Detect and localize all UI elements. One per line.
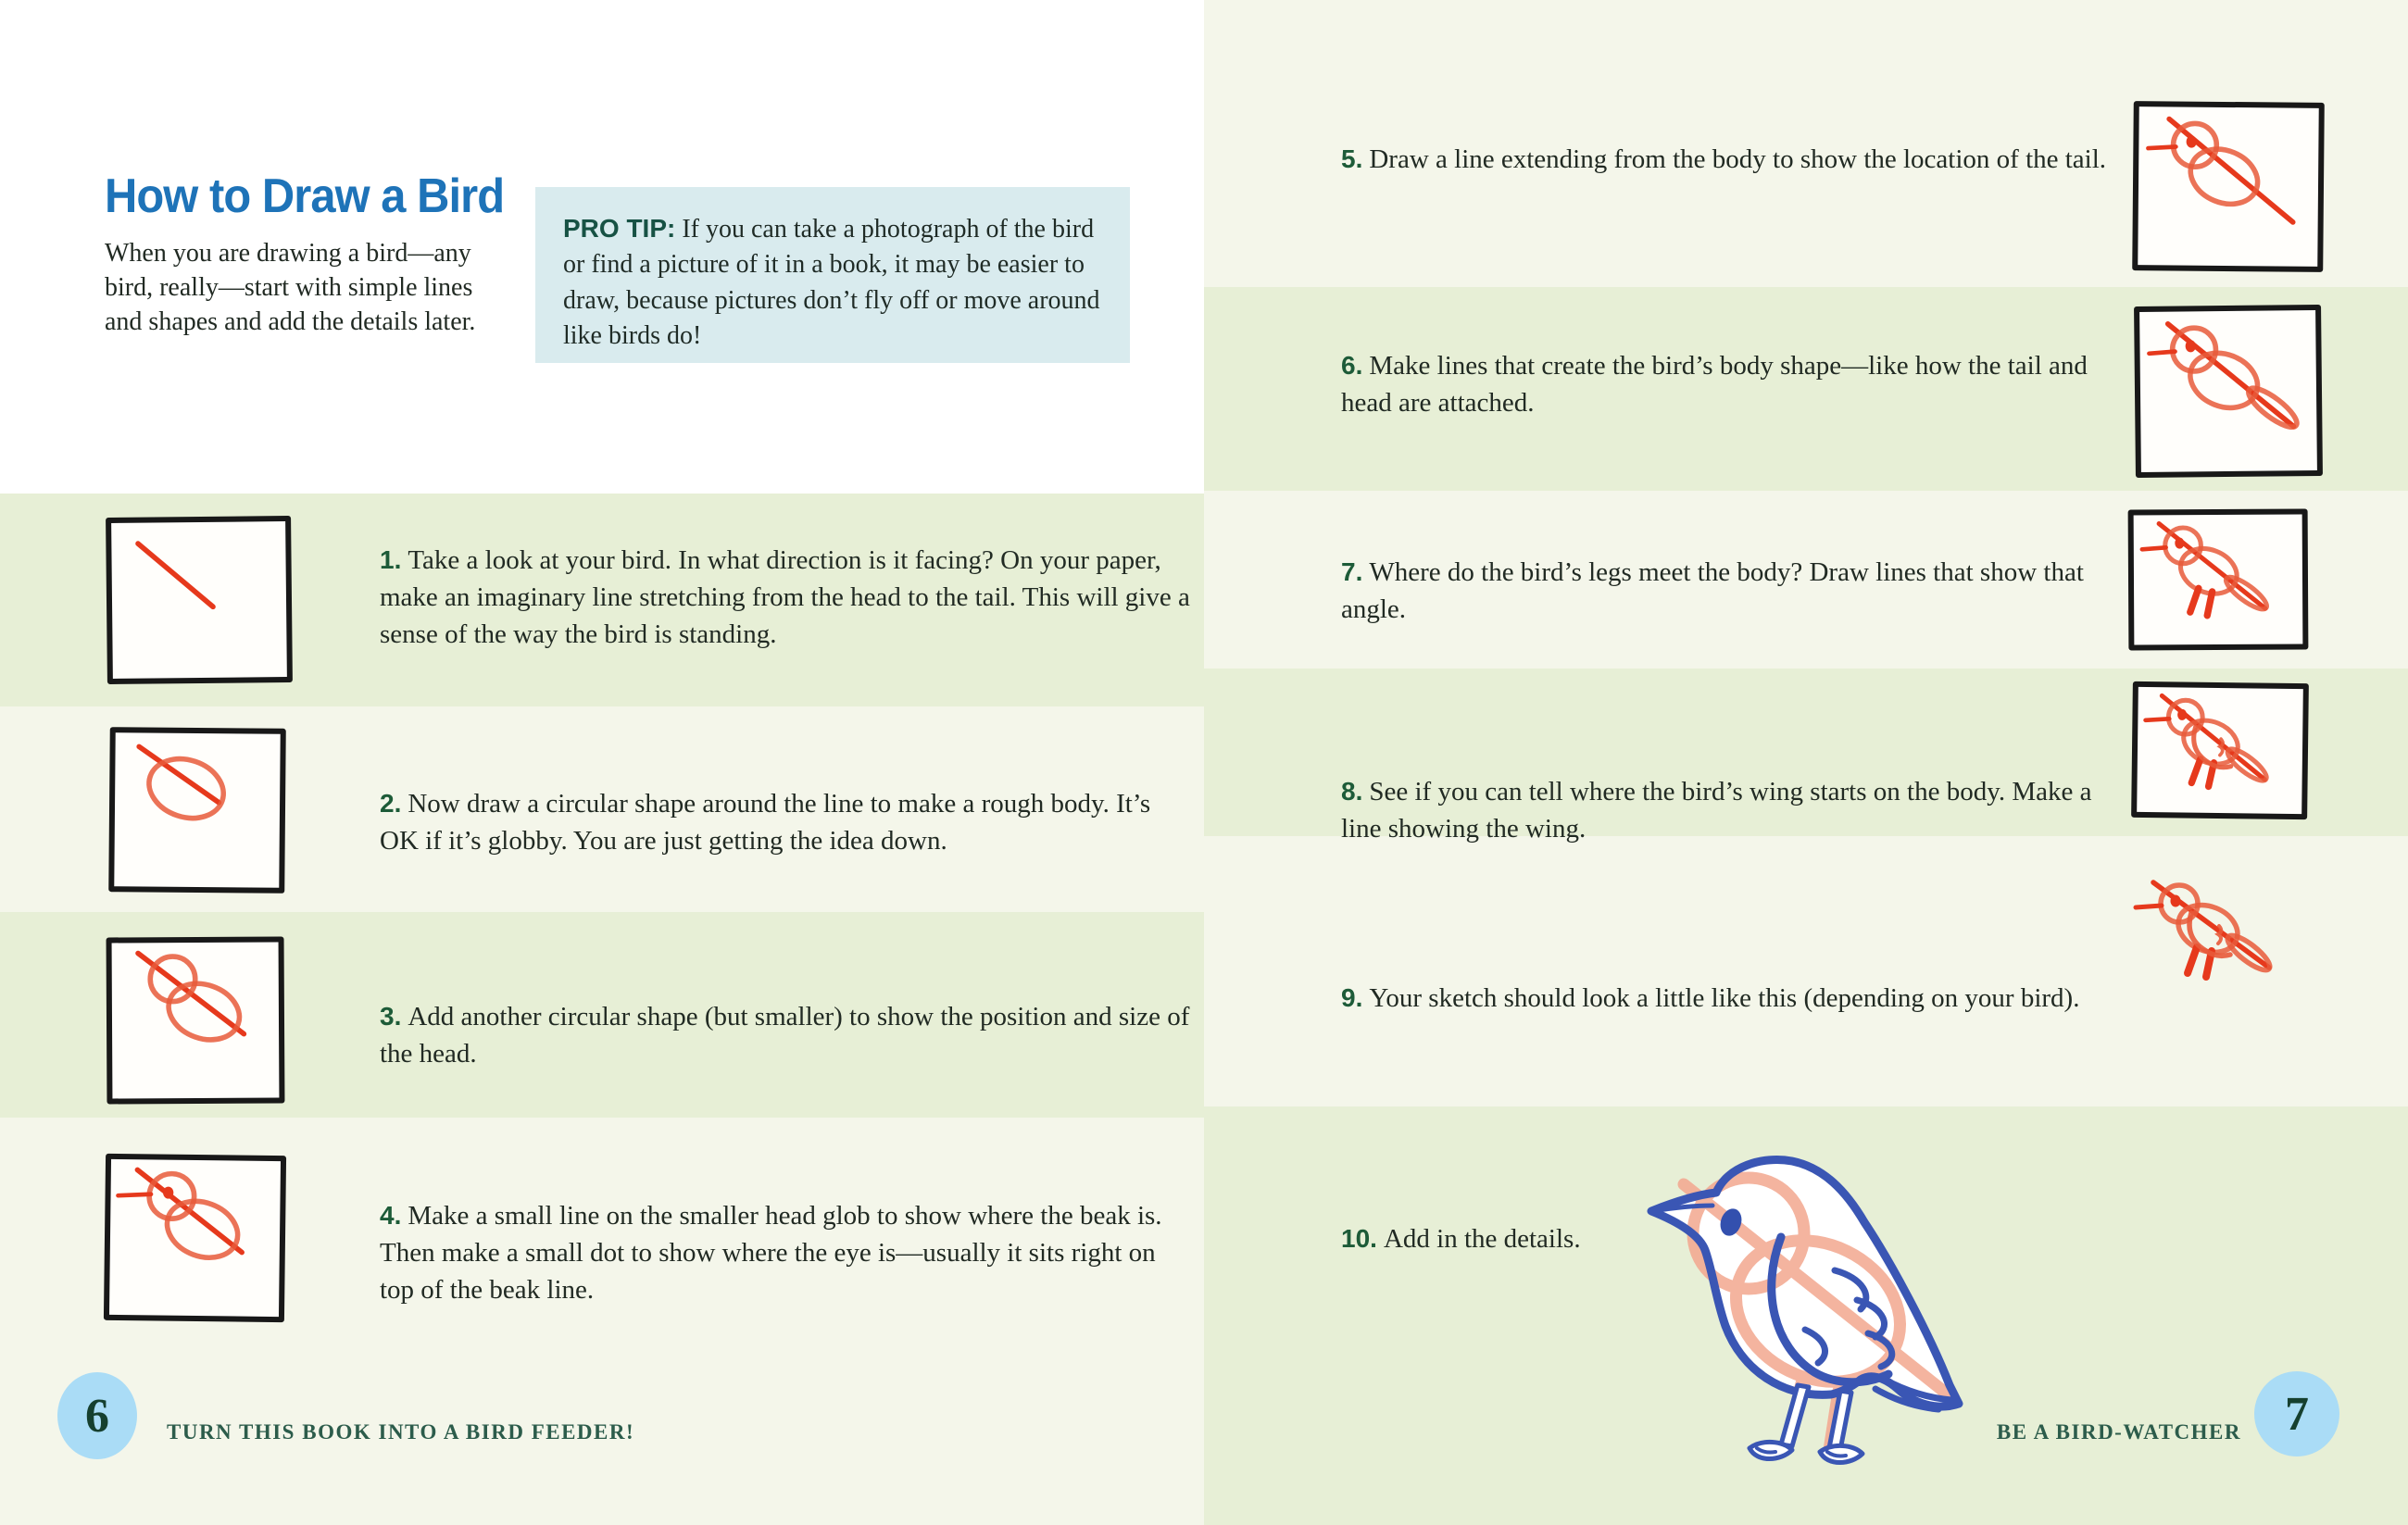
step-number: 6. [1341, 351, 1363, 380]
bird-sketch-step-8-icon [2137, 687, 2303, 814]
step-row [1341, 773, 2128, 847]
bird-sketch-step-5-icon [2138, 106, 2318, 267]
pro-tip-box [535, 187, 1130, 363]
footer-left: TURN THIS BOOK INTO A BIRD FEEDER! [167, 1420, 635, 1444]
sketch-frame-step-8 [2131, 681, 2309, 819]
step-row [1341, 554, 2101, 628]
intro-paragraph: When you are drawing a bird—any bird, really—start with simple lines and shapes and add the details later. [105, 239, 476, 336]
step-text: Now draw a circular shape around the line to make a rough body. It’s OK if it’s globby. You are just getting the idea down. [380, 789, 1151, 856]
step-number: 8. [1341, 777, 1363, 806]
pro-tip-label: PRO TIP: [563, 214, 676, 243]
page-number: 6 [85, 1389, 109, 1443]
step-number: 3. [380, 1002, 402, 1031]
step-row [1341, 141, 2110, 178]
step-text: Your sketch should look a little like this (depending on your bird). [1369, 983, 2080, 1013]
step-text: Where do the bird’s legs meet the body? Draw lines that show that angle. [1341, 557, 2084, 625]
sketch-frame-step-7 [2128, 508, 2309, 650]
step-row [380, 998, 1204, 1072]
step-text: Add another circular shape (but smaller) to show the position and size of the head. [380, 1002, 1190, 1069]
sketch-frame-step-1 [106, 516, 293, 684]
step-number: 1. [380, 545, 402, 574]
page-title: How to Draw a Bird [105, 169, 505, 223]
bird-sketch-step-7-icon [2134, 515, 2303, 645]
bird-sketch-step-4-icon [109, 1159, 281, 1317]
sketch-frame-step-4 [104, 1154, 286, 1322]
step-row [380, 1197, 1195, 1308]
bird-sketch-step-9-icon [2130, 875, 2320, 1000]
step-number: 2. [380, 789, 402, 818]
bird-sketch-step-1-icon [111, 521, 287, 679]
page-number: 7 [2285, 1387, 2309, 1441]
step-row [380, 785, 1195, 859]
sketch-step-9 [2130, 875, 2320, 1000]
sketch-frame-step-3 [107, 936, 285, 1104]
sketch-frame-step-2 [108, 727, 286, 894]
bird-sketch-step-3-icon [112, 943, 280, 1099]
step-number: 7. [1341, 557, 1363, 586]
footer-right: BE A BIRD-WATCHER [1996, 1420, 2241, 1444]
step-row [1341, 980, 2082, 1017]
step-text: See if you can tell where the bird’s wing starts on the body. Make a line showing the wing. [1341, 777, 2092, 844]
step-number: 10. [1341, 1224, 1377, 1253]
step-number: 5. [1341, 144, 1363, 173]
step-text: Make a small line on the smaller head glob to show where the beak is. Then make a small dot to show where the eye is—usually it sits right on top of the beak line. [380, 1201, 1162, 1306]
bird-sketch-step-6-icon [2139, 310, 2317, 472]
step-row [1341, 347, 2128, 421]
step-number: 9. [1341, 983, 1363, 1012]
step-text: Make lines that create the bird’s body shape—like how the tail and head are attached. [1341, 351, 2088, 419]
final-bird-illustration [1642, 1152, 1966, 1467]
step-number: 4. [380, 1201, 402, 1230]
page-number-circle-left [57, 1372, 137, 1459]
bird-sketch-step-2-icon [114, 732, 280, 888]
step-row [380, 542, 1195, 653]
finished-bird-icon [1642, 1152, 1966, 1467]
step-text: Add in the details. [1383, 1224, 1581, 1254]
sketch-frame-step-6 [2134, 305, 2323, 478]
pro-tip-text: If you can take a photograph of the bird or find a picture of it in a book, it may be easier to draw, because pictures don’t fly off or move around like birds do! [563, 215, 1100, 351]
step-text: Take a look at your bird. In what direction is it facing? On your paper, make an imaginary line stretching from the head to the tail. This will give a sense of the way the bird is standing. [380, 545, 1190, 650]
page-number-circle-right [2254, 1371, 2339, 1456]
sketch-frame-step-5 [2132, 101, 2325, 272]
step-text: Draw a line extending from the body to show the location of the tail. [1369, 144, 2107, 174]
